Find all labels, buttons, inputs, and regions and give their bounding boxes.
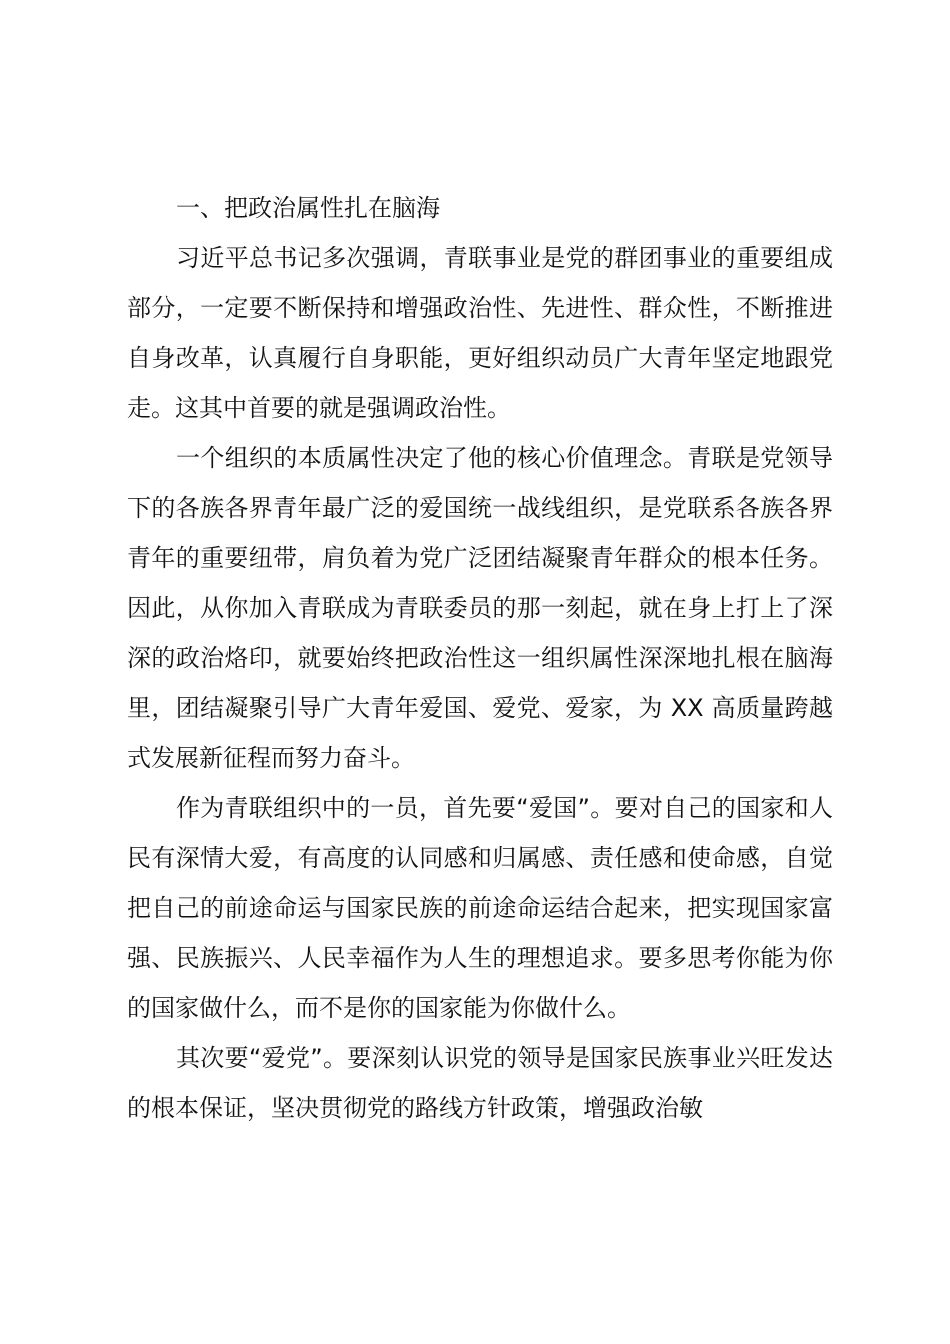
document-body: [127, 183, 833, 1133]
section-heading: 一、把政治属性扎在脑海: [176, 194, 440, 222]
paragraph-1: 习近平总书记多次强调，青联事业是党的群团事业的重要组成部分，一定要不断保持和增强政治性、先进性、群众性，不断推进自身改革，认真履行自身职能，更好组织动员广大青年坚定地跟党走。这其中首要的就是强调政治性。: [127, 244, 833, 422]
paragraph-2: 一个组织的本质属性决定了他的核心价值理念。青联是党领导下的各族各界青年最广泛的爱国统一战线组织，是党联系各族各界青年的重要纽带，肩负着为党广泛团结凝聚青年群众的根本任务。因此，从你加入青联成为青联委员的那一刻起，就在身上打上了深深的政治烙印，就要始终把政治性这一组织属性深深地扎根在脑海里，团结凝聚引导广大青年爱国、爱党、爱家，为 XX 高质量跨越式发展新征程而努力奋斗。: [127, 444, 833, 772]
paragraph-3: 作为青联组织中的一员，首先要“爱国”。要对自己的国家和人民有深情大爱，有高度的认同感和归属感、责任感和使命感，自觉把自己的前途命运与国家民族的前途命运结合起来，把实现国家富强、民族振兴、人民幸福作为人生的理想追求。要多思考你能为你的国家做什么，而不是你的国家能为你做什么。: [127, 794, 833, 1022]
paragraph-4: 其次要“爱党”。要深刻认识党的领导是国家民族事业兴旺发达的根本保证，坚决贯彻党的路线方针政策，增强政治敏: [127, 1044, 833, 1122]
